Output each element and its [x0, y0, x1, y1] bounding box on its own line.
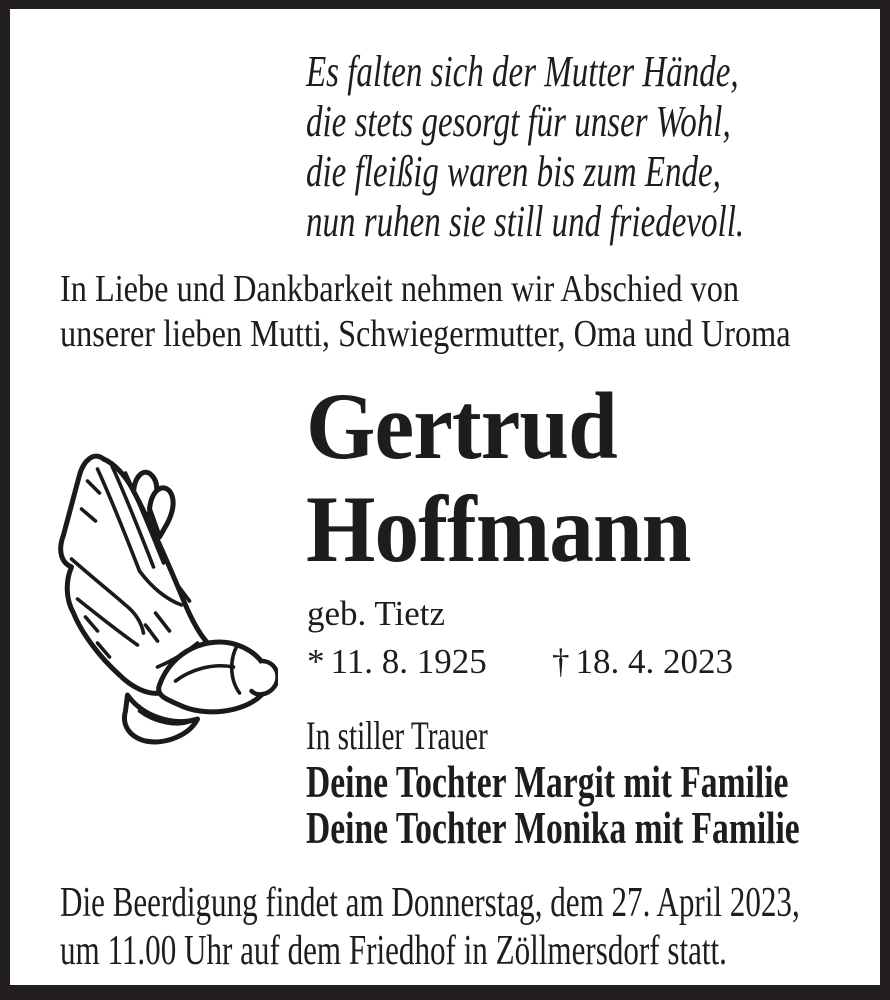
deceased-name — [306, 375, 690, 581]
poem-line: nun ruhen sie still und friedevoll. — [306, 197, 745, 246]
deceased-first-name: Gertrud — [306, 373, 617, 479]
farewell-line: unserer lieben Mutti, Schwiegermutter, Oma und Uroma — [60, 313, 791, 355]
deceased-last-name: Hoffmann — [306, 476, 691, 582]
mourning-section — [306, 713, 800, 851]
poem-line: die stets gesorgt für unser Wohl, — [306, 97, 731, 146]
death-date-value: 18. 4. 2023 — [575, 642, 733, 681]
mourning-heading: In stiller Trauer — [306, 713, 488, 758]
mourner-line: Deine Tochter Monika mit Familie — [306, 802, 800, 853]
birth-date — [307, 642, 487, 682]
poem-line: die fleißig waren bis zum Ende, — [306, 147, 721, 196]
death-cross-icon: † — [552, 642, 570, 681]
funeral-line: um 11.00 Uhr auf dem Friedhof in Zöllmersdorf statt. — [60, 928, 727, 974]
praying-hands-icon — [40, 447, 278, 747]
memorial-poem — [306, 47, 744, 247]
farewell-line: In Liebe und Dankbarkeit nehmen wir Abschied von — [60, 268, 740, 310]
poem-line: Es falten sich der Mutter Hände, — [306, 47, 739, 96]
birth-star-icon: * — [307, 642, 325, 681]
death-date — [552, 642, 733, 682]
farewell-text — [60, 267, 791, 357]
maiden-name: geb. Tietz — [307, 594, 446, 633]
funeral-details — [60, 879, 800, 975]
birth-date-value: 11. 8. 1925 — [330, 642, 487, 681]
mourner-line: Deine Tochter Margit mit Familie — [306, 756, 789, 807]
funeral-line: Die Beerdigung findet am Donnerstag, dem 27. April 2023, — [60, 880, 800, 926]
